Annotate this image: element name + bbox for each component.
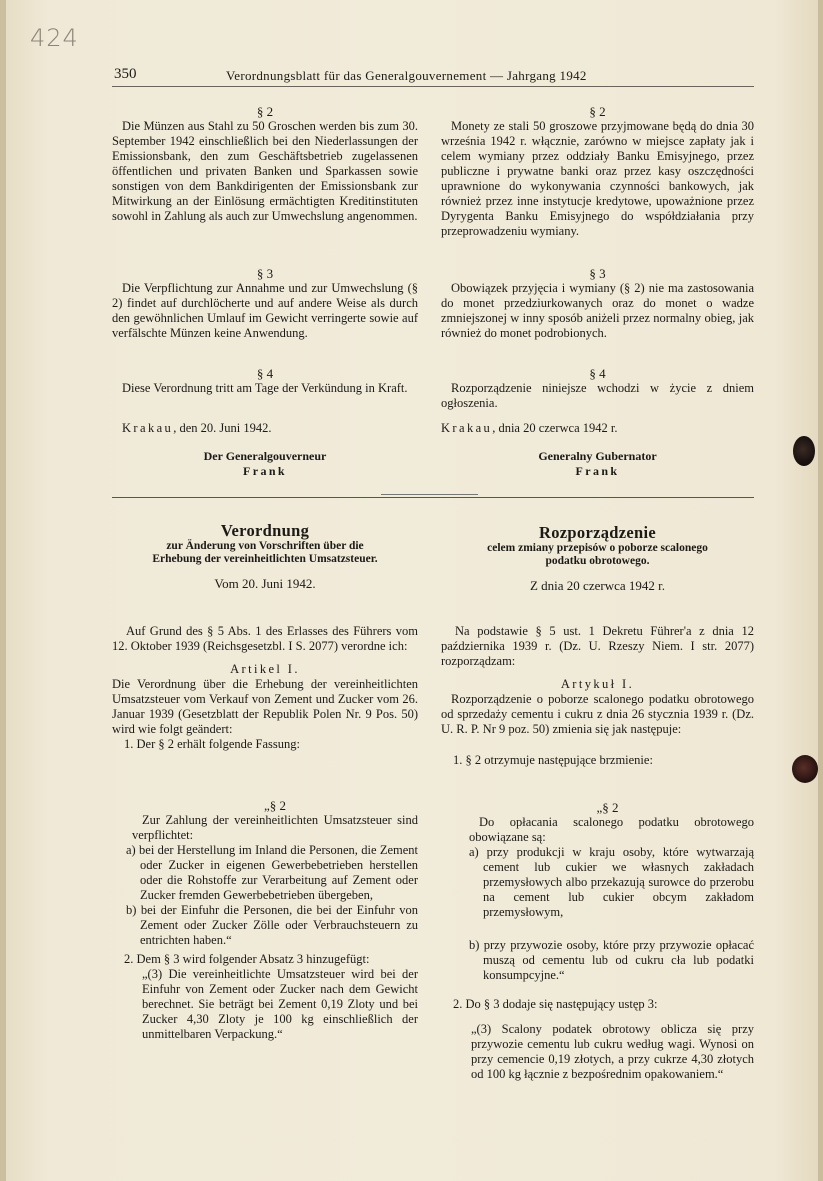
page-number: 350 <box>114 66 137 82</box>
quoted-item-a: a) bei der Herstellung im Inland die Personen, die Zement oder Zucker in eigenen Gewerbebetrieben herstellen oder die Rohstoffe zur Verarbeitung auf Zement oder Zucker fremden Gewerbebetrieben übergeben, <box>126 843 418 902</box>
quoted-section-heading: „§ 2 <box>596 800 619 815</box>
signature-left <box>112 449 418 479</box>
preamble: Na podstawie § 5 ust. 1 Dekretu Führer'a z dnia 12 października 1939 r. (Dz. U. Rzeszy Niem. I str. 2077) rozporządzam: <box>441 624 754 668</box>
place-date-right <box>441 421 754 436</box>
section-4-text: Rozporządzenie niniejsze wchodzi w życie z dniem ogłoszenia. <box>441 381 754 410</box>
lower-left-body <box>112 624 418 752</box>
quoted-intro: Do opłacania scalonego podatku obrotowego obowiązane są: <box>469 815 754 844</box>
upper-right-column <box>441 104 754 239</box>
lower-right-header <box>441 525 754 593</box>
lower-left-header <box>112 523 418 591</box>
upper-right-column-s4 <box>441 366 754 411</box>
place-city: Krakau <box>122 421 174 435</box>
ordinance-date: Vom 20. Juni 1942. <box>214 576 316 591</box>
quoted-item-a: a) przy produkcji w kraju osoby, które wytwarzają cement lub cukier we własnych zakładach przemysłowych albo przekazują surowce do przerobu na cement lub cukier obcym zakładom przemysłowym, <box>469 845 754 919</box>
upper-left-column <box>112 104 418 224</box>
ordinance-subtitle: celem zmiany przepisów o poborze scalonego podatku obrotowego. <box>487 542 708 567</box>
amendment-item-2: 2. Dem § 3 wird folgender Absatz 3 hinzugefügt: <box>124 952 370 966</box>
article-heading: Artykuł I. <box>560 677 635 691</box>
running-header: Verordnungsblatt für das Generalgouvernement — Jahrgang 1942 <box>226 68 587 83</box>
ordinance-title: Rozporządzenie <box>539 523 656 542</box>
quoted-intro: Zur Zahlung der vereinheitlichten Umsatzsteuer sind verpflichtet: <box>132 813 418 842</box>
paper-edge-right <box>818 0 823 1181</box>
lower-right-quote <box>441 800 754 1082</box>
section-heading: § 2 <box>256 104 274 119</box>
quoted-paragraph-3: „(3) Die vereinheitlichte Umsatzsteuer wird bei der Einfuhr von Zement oder Zucker nach dem Gewicht berechnet. Sie beträgt bei Zement 0,19 Zloty und bei Zucker 4,30 Zloty je 100 kg einschließlich der unmittelbaren Verpackung.“ <box>142 967 418 1041</box>
section-3-text: Obowiązek przyjęcia i wymiany (§ 2) nie ma zastosowania do monet przedziurkowanych oraz do monet o wadze zmniejszonej w inny sposób aniżeli przez normalny obieg, jak również do monet podrobionych. <box>441 281 754 340</box>
separator-short <box>381 494 478 495</box>
handwritten-page-mark: 424 <box>30 24 79 52</box>
section-heading: § 2 <box>589 104 606 119</box>
section-heading: § 3 <box>589 266 606 281</box>
section-2-text: Die Münzen aus Stahl zu 50 Groschen werden bis zum 30. September 1942 einschließlich bei den Niederlassungen der Emissionsbank, den zum Geschäftsbetrieb zugelassenen öffentlichen und privaten Banken und Sparkassen sowie sonstigen von dem Bankdirigenten der Emissionsbank zur Mitwirkung an der Einlösung ermächtigten Kreditinstituten sowohl in Zahlung als auch zur Umwechslung angenommen. <box>112 119 418 223</box>
section-heading: § 4 <box>589 366 606 381</box>
section-3-text: Die Verpflichtung zur Annahme und zur Umwechslung (§ 2) findet auf durchlöcherte und auf andere Weise als durch den gewöhnlichen Umlauf im Gewicht verringerte sowie auf verfälschte Münzen keine Anwendung. <box>112 281 418 340</box>
ordinance-subtitle: zur Änderung von Vorschriften über die Erhebung der vereinheitlichten Umsatzsteuer. <box>152 540 378 565</box>
upper-right-column-s3 <box>441 266 754 341</box>
place-date-left <box>112 421 418 436</box>
ordinance-date: Z dnia 20 czerwca 1942 r. <box>529 578 665 593</box>
ordinance-title: Verordnung <box>220 521 310 540</box>
article-intro: Rozporządzenie o poborze scalonego podatku obrotowego od sprzedaży cementu i cukru z dnia 26 stycznia 1939 r. (Dz. U. R. P. Nr 9 poz. 50) zmienia się jak następuje: <box>441 692 754 736</box>
amendment-item-1: 1. Der § 2 erhält folgende Fassung: <box>124 737 301 751</box>
signatory-name: Frank <box>575 464 620 478</box>
paper-edge-left <box>0 0 6 1181</box>
place-date: , dnia 20 czerwca 1942 r. <box>492 421 618 435</box>
section-2-text: Monety ze stali 50 groszowe przyjmowane będą do dnia 30 września 1942 r. włącznie, zarówno w miejsce zapłaty jak i celem wymiany przez oddziały Banku Emisyjnego, przez publiczne i prywatne banki oraz przez kasy oszczędności uprawnione do wykonywania czynności bankowych, jak również przez inne instytucje kredytowe, upoważnione przez Dyrygenta Banku Emisyjnego do współdziałania przy przeprowadzeniu wymiany. <box>441 119 754 238</box>
section-4-text: Diese Verordnung tritt am Tage der Verkündung in Kraft. <box>122 381 408 395</box>
amendment-item-1: 1. § 2 otrzymuje następujące brzmienie: <box>453 753 653 767</box>
quoted-section-heading: „§ 2 <box>263 798 287 813</box>
signatory-name: Frank <box>242 464 287 478</box>
signatory-title: Der Generalgouverneur <box>203 449 327 463</box>
article-heading: Artikel I. <box>230 662 300 676</box>
place-city: Krakau <box>441 421 493 435</box>
signature-right <box>441 449 754 479</box>
upper-left-column-s3 <box>112 266 418 341</box>
article-intro: Die Verordnung über die Erhebung der vereinheitlichten Umsatzsteuer vom Verkauf von Zement und Zucker vom 26. Januar 1939 (Gesetzblatt der Republik Polen Nr. 9 Pos. 50) wird wie folgt geändert: <box>112 677 418 736</box>
amendment-item-2: 2. Do § 3 dodaje się następujący ustęp 3: <box>453 997 658 1011</box>
upper-left-column-s4 <box>112 366 418 396</box>
separator-rule <box>112 497 754 498</box>
punch-hole-top <box>793 436 815 466</box>
section-heading: § 3 <box>256 266 274 281</box>
quoted-item-b: b) bei der Einfuhr die Personen, die bei der Einfuhr von Zement oder Zucker Zölle oder Verbrauchsteuern zu entrichten haben.“ <box>126 903 418 947</box>
section-heading: § 4 <box>256 366 274 381</box>
quoted-item-b: b) przy przywozie osoby, które przy przywozie opłacać muszą od cementu lub od cukru cła lub podatki konsumpcyjne.“ <box>469 938 754 982</box>
place-date: , den 20. Juni 1942. <box>173 421 272 435</box>
punch-hole-bottom <box>792 755 818 783</box>
signatory-title: Generalny Gubernator <box>538 449 657 463</box>
preamble: Auf Grund des § 5 Abs. 1 des Erlasses des Führers vom 12. Oktober 1939 (Reichsgesetzbl. I S. 2077) verordne ich: <box>112 624 418 653</box>
lower-right-body <box>441 624 754 768</box>
header-rule <box>112 86 754 87</box>
lower-left-quote <box>112 798 418 1042</box>
quoted-paragraph-3: „(3) Scalony podatek obrotowy oblicza się przy przywozie cementu lub cukru według wagi. Wynosi on przy cemencie 0,19 złotych, a przy cukrze 4,30 złotych od 100 kg łącznie z bezpośrednim opakowaniem.“ <box>471 1022 754 1081</box>
